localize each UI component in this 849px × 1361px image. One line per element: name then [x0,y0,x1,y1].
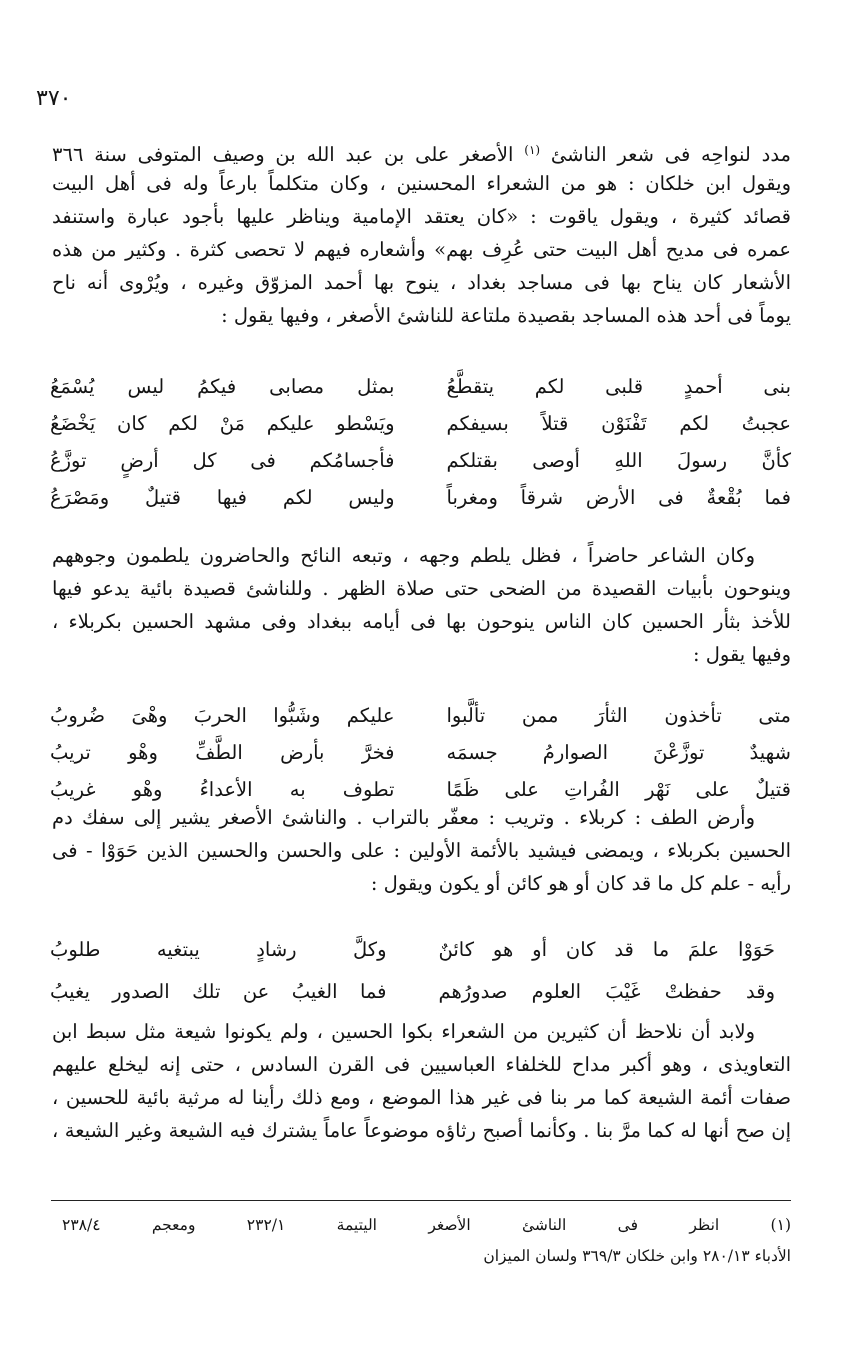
verse-second-hemistich: فخرَّ بأرض الطَّفِّ وهْو تريبُ [50,741,395,764]
text-line: قصائد كثيرة ، ويقول ياقوت : «كان يعتقد الإمامية ويناظر عليها بأجود عبارة واستنفد [52,205,791,228]
text-line: وفيها يقول : [692,643,791,666]
text-line: وكان الشاعر حاضراً ، فظل يلطم وجهه ، وتبعه النائح والحاضرون يلطمون وجوههم [52,544,755,567]
verse-second-hemistich: فما الغيبُ عن تلك الصدور يغيبُ [50,979,387,1003]
text-line: يوماً فى أحد هذه المساجد بقصيدة ملتاعة للناشئ الأصغر ، وفيها يقول : [221,304,791,327]
verse-first-hemistich: بنى أحمدٍ قلبى لكم يتقطَّعُ [446,375,791,398]
footnote-divider [51,1200,791,1201]
verse-second-hemistich: بمثل مصابى فيكمُ ليس يُسْمَعُ [50,375,395,398]
text-line: ويقول ابن خلكان : هو من الشعراء المحسنين ، وكان متكلماً بارعاً وله فى أهل البيت [52,172,791,195]
paragraph-intro [52,134,791,332]
verse-line [50,479,791,516]
verse-first-hemistich: متى تأخذون الثأرَ ممن تألَّبوا [446,704,791,727]
verse-first-hemistich: فما بُقْعةٌ فى الأرض شرقاً ومغرباً [446,486,791,509]
verse-second-hemistich: وكلَّ رشادٍ يبتغيه طلوبُ [50,937,387,961]
verse-second-hemistich: فأجسامُكم فى كل أرضٍ توزَّعُ [50,449,395,472]
verse-line [50,928,775,970]
footnote-marker: (١) [524,143,541,157]
text-line: وأرض الطف : كربلاء . وتريب : معفّر بالتراب . والناشئ الأصغر يشير إلى سفك دم [52,806,755,829]
text-line: عمره فى مديح أهل البيت حتى عُرِف بهم» وأشعاره فيهم لا تحصى كثرة . وكثير من هذه [52,238,791,261]
verse-first-hemistich: عجبتُ لكم تَفْنَوْن قتلاً بسيفكم [446,412,791,435]
poem-block-2 [50,697,791,808]
verse-first-hemistich: وقد حفظتْ غَيْبَ العلوم صدورُهم [438,979,775,1003]
text-line: رأيه - علم كل ما قد كان أو هو كائن أو يكون ويقول : [370,872,791,895]
verse-second-hemistich: تطوف به الأعداءُ وهْو غريبُ [50,778,395,801]
text-line: الأشعار كان يناح بها فى مساجد بغداد ، ينوح بها أحمد المزوّق وغيره ، ويُرْوى أنه ناح [52,271,791,294]
verse-first-hemistich: شهيدٌ توزَّعْنَ الصوارمُ جسمَه [446,741,791,764]
verse-second-hemistich: عليكم وشَبُّوا الحربَ وهْىَ ضُروبُ [50,704,395,727]
text-line: مدد لنواحِه فى شعر الناشئ $^{(١)}$ الأصغر على بن عبد الله بن وصيف المتوفى سنة ٣٦٦ [52,143,792,166]
paragraph-third [52,801,791,900]
paragraph-fourth [52,1015,791,1147]
page-number: ٣٧٠ [36,86,72,111]
text-line: التعاويذى ، وهو أكبر مداح للخلفاء العباسيين فى القرن السادس ، حتى إنه ليخلع عليهم [52,1053,791,1076]
poem-block-3 [50,928,775,1012]
verse-second-hemistich: ويَسْطو عليكم مَنْ لكم كان يَخْضَعُ [50,412,395,435]
verse-second-hemistich: وليس لكم فيها قتيلٌ ومَصْرَعُ [50,486,395,509]
verse-line [50,368,791,405]
poem-block-1 [50,368,791,516]
paragraph-second [52,539,791,671]
verse-line [50,970,775,1012]
verse-line [50,697,791,734]
footnote-line: الأدباء ٢٨٠/١٣ وابن خلكان ٣٦٩/٣ ولسان الميزان [483,1247,791,1265]
verse-first-hemistich: قتيلٌ على نَهْر الفُراتِ على ظَمًا [446,778,791,801]
footnote-line: (١) انظر فى الناشئ الأصغر اليتيمة ٢٣٢/١ ومعجم ٢٣٨/٤ [62,1216,791,1234]
text-line: الحسين بكربلاء ، ويمضى فيشيد بالأئمة الأولين : على والحسن والحسين الذين حَوَوْا - فى [52,839,791,862]
verse-line [50,405,791,442]
text-line: ولابد أن نلاحظ أن كثيرين من الشعراء بكوا الحسين ، ولم يكونوا شيعة مثل سبط ابن [52,1020,755,1043]
footnotes [62,1210,791,1272]
verse-first-hemistich: حَوَوْا علمَ ما قد كان أو هو كائنٌ [438,937,775,961]
verse-first-hemistich: كأنَّ رسولَ اللهِ أوصى بقتلكم [446,449,791,472]
verse-line [50,734,791,771]
text-line: للأخذ بثأر الحسين كان الناس ينوحون بها فى أيامه ببغداد وفى مشهد الحسين بكربلاء ، [52,610,791,633]
text-line: إن صح أنها له كما مرَّ بنا . وكأنما أصبح رثاؤه موضوعاً عاماً يشترك فيه الشيعة وغير الشيعة ، [52,1119,791,1142]
text-line: وينوحون بأبيات القصيدة من الضحى حتى صلاة الظهر . وللناشئ قصيدة بائية يدعو فيها [52,577,791,600]
text-line: صفات أئمة الشيعة كما مر بنا فى غير هذا الموضع ، ومع ذلك رأينا له مرثية بائية للحسين ، [52,1086,791,1109]
verse-line [50,442,791,479]
